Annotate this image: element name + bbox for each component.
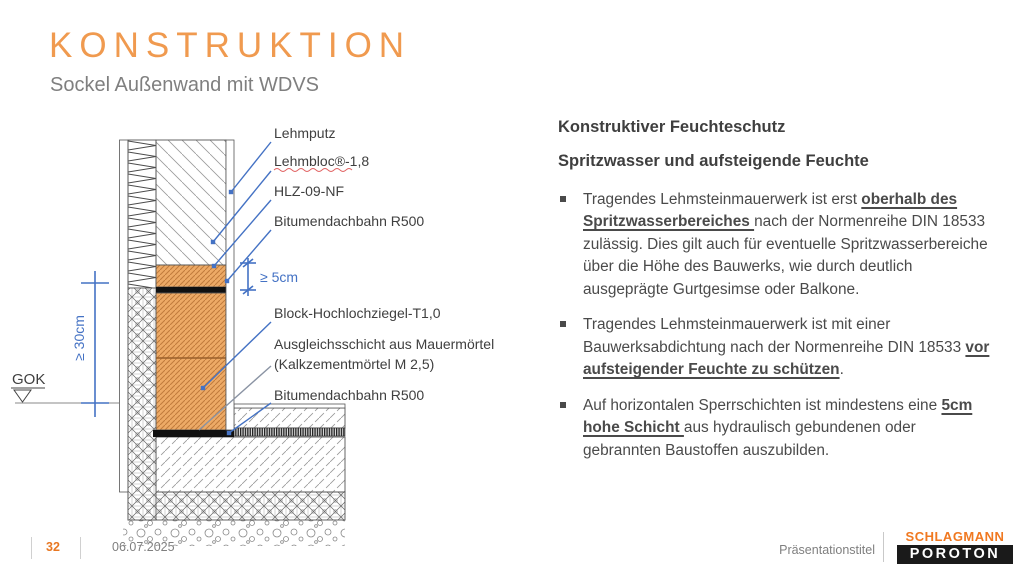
bullet-text: Tragendes Lehmsteinmauerwerk ist mit einer Bauwerksabdichtung nach der Normenreihe DIN 18533 vor aufsteigender Feuchte zu schützen. [583,316,990,379]
bullet-square-icon [560,196,566,202]
footer-divider [80,537,81,559]
content-heading-2: Spritzwasser und aufsteigende Feuchte [558,152,869,170]
label-bitumen-upper: Bitumendachbahn R500 [274,213,425,229]
interior-plaster-strip [226,140,234,430]
label-lehmbloc: Lehmbloc®-1,8 [274,153,370,169]
bullet-item [558,314,994,381]
footer-presentation-title: Präsentationstitel [779,543,875,557]
label-bitumen-lower: Bitumendachbahn R500 [274,387,425,403]
bullet-item [558,189,994,301]
gok-label: GOK [12,371,46,388]
label-ausgleichsschicht-line1: Ausgleichsschicht aus Mauermörtel [274,336,495,352]
perimeter-insulation-vertical [128,288,156,520]
exterior-render-strip [120,140,129,492]
dimension-5cm-label: ≥ 5cm [260,269,299,285]
block-hochlochziegel [156,293,226,430]
bitumen-membrane-upper [156,287,226,293]
logo-poroton-text: POROTON [897,545,1013,564]
label-lehmputz: Lehmputz [274,125,336,141]
content-heading-1: Konstruktiver Feuchteschutz [558,118,786,136]
bullet-square-icon [560,321,566,327]
slide-title: KONSTRUKTION [49,26,412,65]
label-ausgleichsschicht-line2: (Kalkzementmörtel M 2,5) [274,356,435,372]
label-hlz: HLZ-09-NF [274,183,345,199]
bullet-item [558,395,994,462]
bullet-text: Auf horizontalen Sperrschichten ist mindestens eine 5cm hohe Schicht aus hydraulisch gebundenen oder gebrannten Baustoffen auszubilden. [583,396,973,459]
page-number: 32 [46,540,60,554]
schlagmann-poroton-logo [897,529,1013,564]
dimension-30cm-label: ≥ 30cm [71,315,87,361]
footer-divider [883,532,884,562]
lehmbloc-masonry [156,140,226,265]
bullet-text: Tragendes Lehmsteinmauerwerk ist erst oberhalb des Spritzwasserbereiches nach der Normenreihe DIN 18533 zulässig. Dies gilt auch für eventuelle Spritzwasserbereiche über die Höhe des Bauwerks, wie durch deutlich ausgeprägte Gurtgesimse oder Balkone. [583,191,988,298]
floor-bitumen-membrane [234,428,345,436]
bullet-square-icon [560,402,566,408]
bitumen-membrane-lower [153,430,234,437]
logo-schlagmann-text: SCHLAGMANN [905,529,1005,544]
wdvs-insulation [128,140,156,288]
footer-left-divider [31,537,32,559]
perimeter-insulation-horizontal [128,492,345,520]
hlz-brick-course [156,265,226,287]
content-column [558,118,994,475]
label-block-hochlochziegel: Block-Hochlochziegel-T1,0 [274,305,441,321]
slide-subtitle: Sockel Außenwand mit WDVS [50,74,319,96]
gok-marker [11,371,119,403]
footer-date: 06.07.2025 [112,540,175,554]
